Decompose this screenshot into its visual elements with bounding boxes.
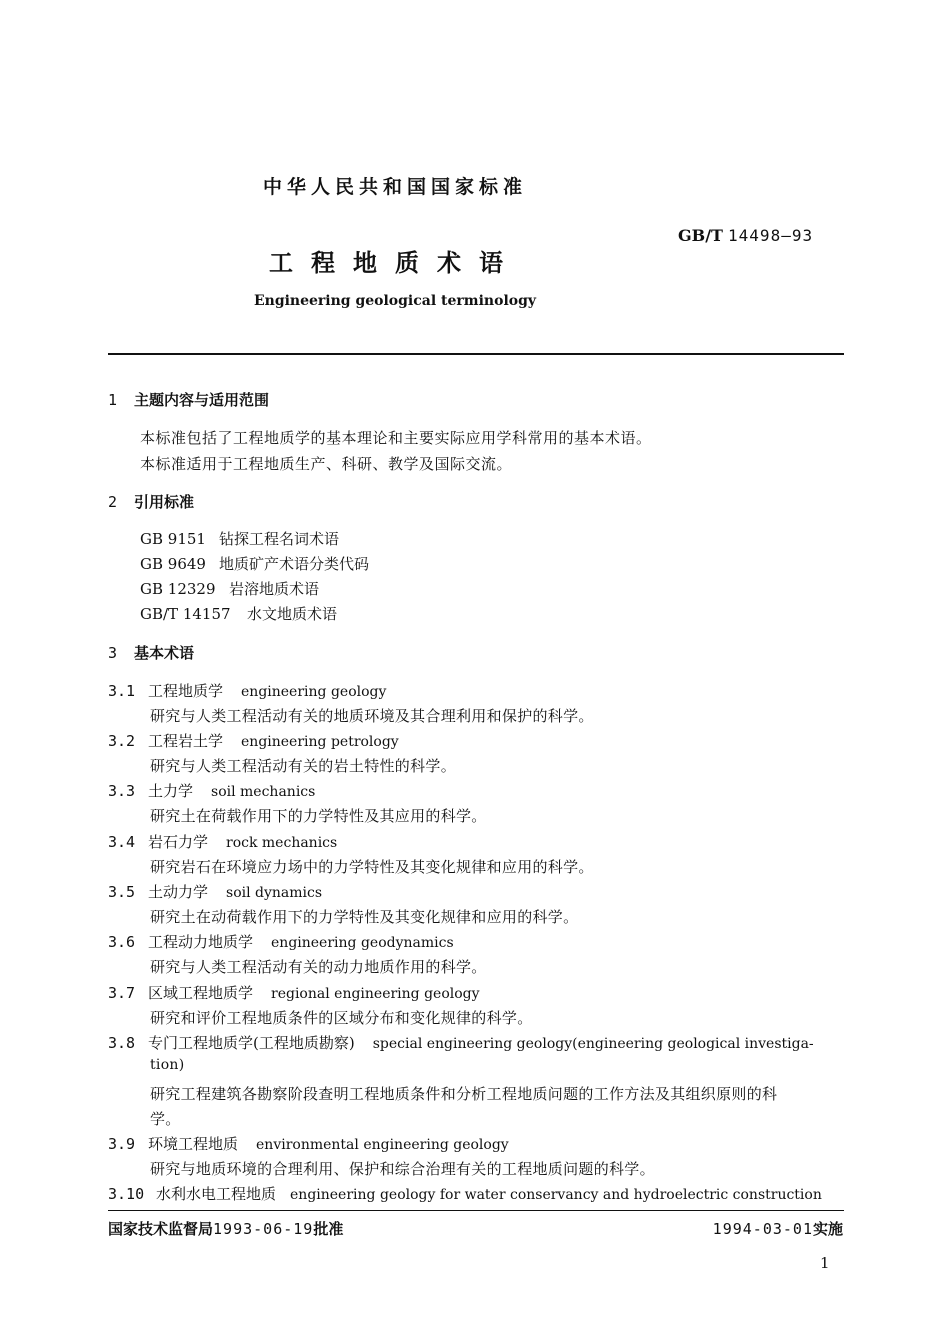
section-1-paragraph: 本标准包括了工程地质学的基本理论和主要实际应用学科常用的基本术语。: [140, 429, 652, 447]
term-entry: [108, 1133, 509, 1154]
term-chinese: 环境工程地质: [148, 1135, 239, 1153]
term-entry: [108, 780, 315, 801]
term-definition: 研究土在荷载作用下的力学特性及其应用的科学。: [150, 807, 487, 825]
term-definition: 研究土在动荷载作用下的力学特性及其变化规律和应用的科学。: [150, 908, 579, 926]
section-number: 2: [108, 493, 118, 511]
term-definition: 研究和评价工程地质条件的区域分布和变化规律的科学。: [150, 1009, 533, 1027]
term-entry: [108, 982, 480, 1003]
reference-item: [140, 553, 369, 574]
reference-name: 地质矿产术语分类代码: [219, 555, 370, 573]
term-definition: 研究岩石在环境应力场中的力学特性及其变化规律和应用的科学。: [150, 858, 594, 876]
issuer: 国家技术监督局: [108, 1220, 214, 1238]
term-chinese: 工程岩土学: [148, 732, 224, 750]
term-chinese: 土力学: [148, 782, 194, 800]
term-english: special engineering geology(engineering geological investiga-: [372, 1036, 814, 1052]
section-2-heading: [108, 491, 194, 512]
term-entry: [108, 931, 454, 952]
term-number: 3.10: [108, 1185, 145, 1203]
section-number: 1: [108, 391, 118, 409]
document-title: 工程地质术语: [269, 249, 521, 277]
term-number: 3.5: [108, 883, 136, 901]
term-entry: [108, 680, 386, 701]
term-definition: 研究与人类工程活动有关的动力地质作用的科学。: [150, 958, 487, 976]
reference-item: [140, 528, 339, 549]
term-definition-continuation: 学。: [150, 1110, 181, 1128]
section-1-heading: [108, 389, 269, 410]
term-number: 3.6: [108, 933, 136, 951]
header-rule: [108, 353, 844, 355]
section-title: 主题内容与适用范围: [134, 391, 270, 409]
term-chinese: 区域工程地质学: [148, 984, 254, 1002]
effective-label: 实施: [812, 1220, 843, 1238]
term-number: 3.4: [108, 833, 136, 851]
section-1-paragraph: 本标准适用于工程地质生产、科研、教学及国际交流。: [140, 455, 513, 473]
term-english: soil mechanics: [211, 784, 316, 800]
reference-code: GB 12329: [140, 580, 216, 598]
page-number: 1: [820, 1254, 830, 1272]
reference-name: 岩溶地质术语: [229, 580, 320, 598]
term-entry: [108, 730, 399, 751]
term-english: environmental engineering geology: [256, 1137, 509, 1153]
term-english: soil dynamics: [226, 885, 323, 901]
term-chinese: 专门工程地质学(工程地质勘察): [148, 1034, 355, 1052]
reference-name: 水文地质术语: [247, 605, 338, 623]
section-3-heading: [108, 642, 194, 663]
term-english: regional engineering geology: [271, 986, 480, 1002]
section-title: 基本术语: [134, 644, 195, 662]
term-english: engineering geology for water conservancy and hydroelectric construction: [290, 1187, 822, 1203]
reference-code: GB 9649: [140, 555, 206, 573]
country-standard-heading: 中华人民共和国国家标准: [262, 176, 527, 198]
reference-name: 钻探工程名词术语: [219, 530, 340, 548]
term-entry: [108, 1032, 814, 1053]
term-number: 3.1: [108, 682, 136, 700]
term-chinese: 工程动力地质学: [148, 933, 254, 951]
reference-code: GB/T 14157: [140, 605, 231, 623]
term-definition: 研究工程建筑各勘察阶段查明工程地质条件和分析工程地质问题的工作方法及其组织原则的科: [150, 1085, 778, 1103]
approval-label: 批准: [313, 1220, 344, 1238]
effective-date: 1994-03-01: [712, 1220, 813, 1238]
term-english: rock mechanics: [226, 835, 338, 851]
term-definition: 研究与地质环境的合理利用、保护和综合治理有关的工程地质问题的科学。: [150, 1160, 655, 1178]
term-chinese: 水利水电工程地质: [156, 1185, 277, 1203]
term-english: engineering geodynamics: [271, 935, 454, 951]
standard-code-number: 14498—93: [728, 226, 814, 245]
term-english-continuation: tion): [150, 1057, 185, 1073]
term-definition: 研究与人类工程活动有关的地质环境及其合理利用和保护的科学。: [150, 707, 594, 725]
term-english: engineering geology: [241, 684, 387, 700]
term-definition: 研究与人类工程活动有关的岩土特性的科学。: [150, 757, 457, 775]
term-chinese: 岩石力学: [148, 833, 209, 851]
footer-rule: [108, 1210, 844, 1211]
term-chinese: 土动力学: [148, 883, 209, 901]
reference-code: GB 9151: [140, 530, 206, 548]
approval-date: 1993-06-19: [213, 1220, 314, 1238]
reference-item: [140, 578, 319, 599]
standard-code-prefix: GB/T: [678, 226, 723, 245]
section-number: 3: [108, 644, 118, 662]
section-title: 引用标准: [134, 493, 195, 511]
term-number: 3.8: [108, 1034, 136, 1052]
approval-line: [108, 1218, 343, 1239]
document-title-english: Engineering geological terminology: [253, 293, 537, 309]
term-chinese: 工程地质学: [148, 682, 224, 700]
effective-line: [713, 1218, 843, 1239]
term-entry: [108, 881, 322, 902]
term-number: 3.2: [108, 732, 136, 750]
term-number: 3.9: [108, 1135, 136, 1153]
reference-item: [140, 603, 337, 624]
term-entry: [108, 1183, 822, 1204]
term-number: 3.7: [108, 984, 136, 1002]
term-entry: [108, 831, 337, 852]
term-number: 3.3: [108, 782, 136, 800]
term-english: engineering petrology: [241, 734, 399, 750]
